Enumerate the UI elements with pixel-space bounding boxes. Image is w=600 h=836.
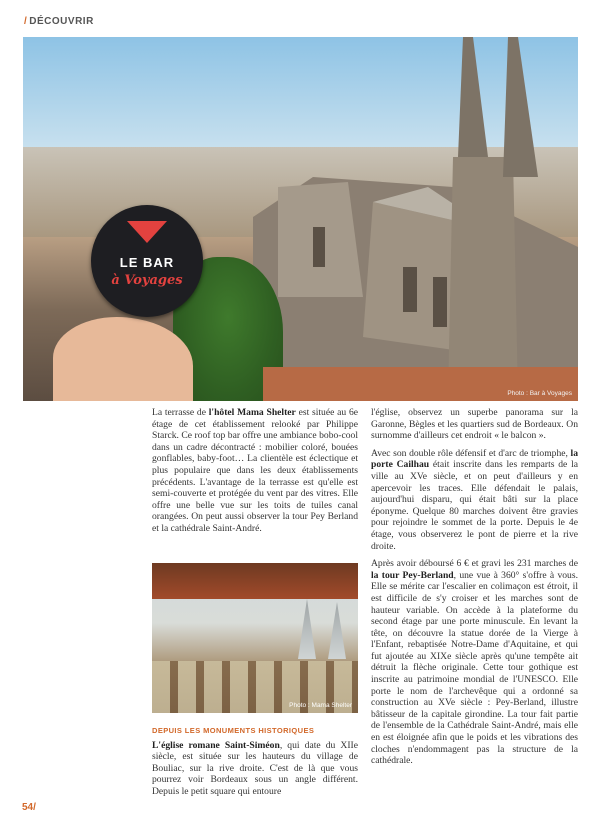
coaster-text-line2: à Voyages	[111, 273, 183, 288]
tour-pey-berland-paragraph	[371, 558, 578, 767]
page-number-slash: /	[33, 802, 36, 813]
bar-coaster-logo	[91, 205, 203, 317]
cathedral-illustration	[253, 37, 578, 401]
terrace-photo	[152, 563, 358, 713]
text-span: Après avoir déboursé 6 € et gravi les 231 marches de	[371, 558, 578, 570]
text-span: , une vue à 360° s'offre à vous. Elle se mérite car l'escalier en colimaçon est étroit, il est difficile de s'y croiser et les marches sont de hauteur variable. On accède à la plateforme du second étage par une porte minuscule. En levant la tête, on découvre la statue dorée de la Vierge à l'Enfant, rebaptisée Notre-Dame d'Aquitaine, et qui fut ajoutée au XIXe siècle après qu'une tempête ait détruit la flèche originale. Cette tour gothique est inscrite au patrimoine mondial de l'UNESCO. Elle porte le nom de l'archevêque qui a ordonné sa construction au XVe siècle : Pey-Berland, illustre bâtisseur de la capitale girondine. La tour fait partie de l'ensemble de la Cathédrale Saint-André, mais elle en est éloignée afin que le poids et les vibrations des cloches n'endommagent pas la structure de la cathédrale.	[371, 569, 578, 767]
text-span: était inscrite dans les remparts de la ville au XVe siècle, et on peut d'ailleurs y en apercevoir les traces. Elle défendait le palais, aujourd'hui disparu, qui était bâti sur la place éponyme. Quelque 80 marches doivent être gravies pour rejoindre le sommet de la porte. Depuis le 4e étage, vous observerez le pont de pierre et la rive droite.	[371, 459, 578, 552]
page-number	[22, 802, 36, 813]
text-span: Avec son double rôle défensif et d'arc de triomphe,	[371, 447, 571, 459]
balcon-paragraph: l'église, observez un superbe panorama sur la Garonne, Bègles et les quartiers sud de Bordeaux. On surnomme d'ailleurs cet endroit « le balcon ».	[371, 407, 578, 442]
spires	[292, 599, 352, 659]
hero-photo-credit: Photo : Bar à Voyages	[507, 390, 572, 397]
page-number-value: 54	[22, 802, 34, 813]
coaster-text-line1: LE BAR	[119, 255, 175, 270]
saint-simeon-paragraph	[152, 740, 358, 798]
left-column	[152, 407, 358, 541]
bold-text: l'hôtel Mama Shelter	[208, 407, 296, 418]
text-span: , qui date du XIIe siècle, est située sur les hauteurs du village de Bouliac, sur la rive droite. C'est de là que vous pourrez voir Bordeaux sous un angle différent. Depuis le petit square qui entoure	[152, 739, 358, 797]
section-label: DÉCOUVRIR	[29, 16, 94, 27]
text-span: est située au 6e étage de cet établissement relooké par Philippe Starck. Ce roof top bar offre une ambiance bobo-cool dans un cadre décontracté : mobilier coloré, bouées gonflables, baby-foot… La clientèle est éclectique et plus populaire que dans les deux établissements précédents. L'avantage de la terrasse est qu'elle est semi-couverte et protégée du vent par des vitres. Elle offre une belle vue sur les toits de tuiles canal orangées. On peut aussi observer la tour Pey Berland et la cathédrale Saint-André.	[152, 407, 358, 534]
terrace-photo-credit: Photo : Mama Shelter	[289, 702, 352, 709]
bold-text: la tour Pey-Berland	[371, 569, 454, 581]
section-tag	[24, 16, 94, 27]
monuments-subhead: DEPUIS LES MONUMENTS HISTORIQUES	[152, 726, 315, 735]
bold-text: L'église romane Saint-Siméon	[152, 739, 280, 751]
mama-shelter-paragraph	[152, 407, 358, 535]
awning	[152, 563, 358, 599]
monuments-section	[152, 725, 358, 798]
cocktail-glass-icon	[127, 221, 167, 243]
text-span: La terrasse de	[152, 407, 209, 418]
porte-cailhau-paragraph	[371, 448, 578, 552]
hand	[53, 317, 193, 401]
section-slash: /	[24, 16, 28, 27]
hero-photo	[23, 37, 578, 401]
bold-text: la porte Cailhau	[371, 447, 578, 471]
right-column	[371, 407, 578, 773]
